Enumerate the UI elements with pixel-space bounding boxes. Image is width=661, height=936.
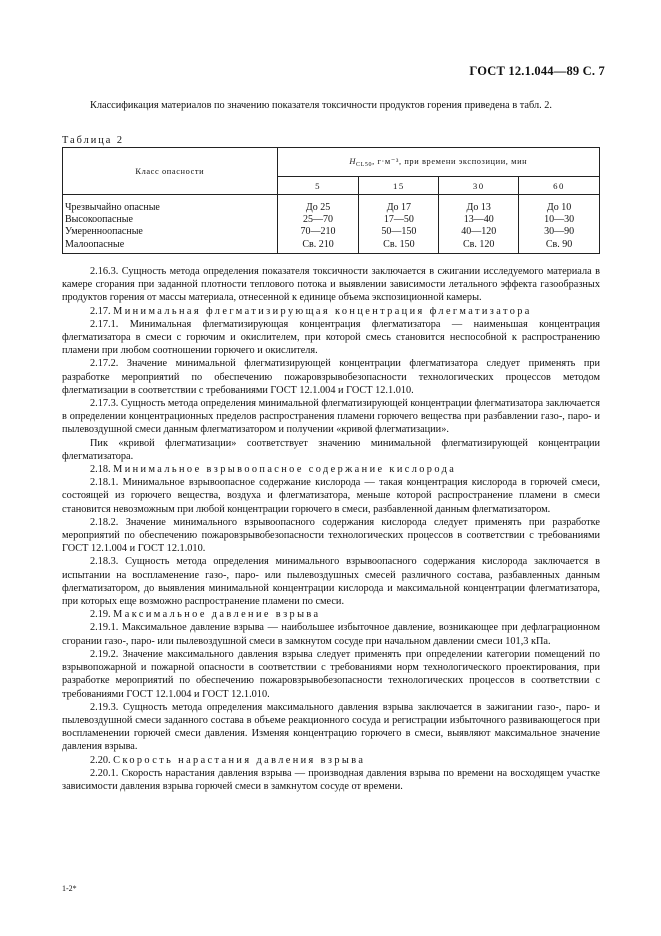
printer-signature: 1-2* [62, 884, 77, 893]
table-row [63, 239, 600, 254]
intro-paragraph: Классификация материалов по значению показателя токсичности продуктов горения приведена в табл. 2. [90, 100, 552, 111]
section-heading-2-17 [62, 305, 600, 318]
paragraph-2-19-2: 2.19.2. Значение максимального давления взрыва следует применять при определении категории помещений по взрывопожарной и пожарной опасности в соответствии с требованиями норм технологического проектирования, при разработке мероприятий по обеспечению пожаровзрывобезопасности технологических процессов в соответствии с требованиями ГОСТ 12.1.004 и ГОСТ 12.1.010. [62, 648, 600, 700]
table-header-exposure-30: 30 [439, 177, 519, 195]
toxicity-class-table [62, 147, 600, 254]
row-label: Высокоопасные [63, 214, 278, 226]
row-label: Умеренноопасные [63, 226, 278, 238]
paragraph-2-17-1: 2.17.1. Минимальная флегматизирующая концентрация флегматизатора — наименьшая концентрация флегматизатора в смеси с горючим и окислителем, при которой смесь становится неспособной к распространению пламени при любом соотношении горючего и окислителя. [62, 318, 600, 357]
table-header-exposure-60: 60 [519, 177, 600, 195]
table-header-exposure-group [277, 148, 599, 177]
paragraph-2-18-1: 2.18.1. Минимальное взрывоопасное содержание кислорода — такая концентрация кислорода в горючей смеси, состоящей из горючего вещества, воздуха и флегматизатора, меньше которой распространение пламени в смеси становится невозможным при любой концентрации горючего в смеси, разбавленной данным флегматизатором. [62, 477, 600, 515]
paragraph-2-19-1: 2.19.1. Максимальное давление взрыва — наибольшее избыточное давление, возникающее при дефлаграционном сгорании газо-, паро- или пылевоздушной смеси в замкнутом сосуде при начальном давлении смеси 101,3 кПа. [62, 622, 600, 647]
section-heading-2-20 [62, 754, 600, 767]
table-cell: Св. 150 [359, 239, 439, 254]
table-cell: 50—150 [359, 226, 439, 238]
table-header-class: Класс опасности [63, 148, 278, 195]
table-row [63, 195, 600, 215]
table-cell: 30—90 [519, 226, 600, 238]
paragraph-2-17-2: 2.17.2. Значение минимальной флегматизирующей концентрации флегматизатора следует применять при разработке мероприятий по обеспечению пожаровзрывобезопасности технологических процессов методом флегматизации в соответствии с требованиями ГОСТ 12.1.004 и ГОСТ 12.1.010. [62, 358, 600, 396]
h-subscript: CL50 [356, 162, 373, 168]
section-heading-2-18 [62, 463, 600, 476]
paragraph-2-20-1: 2.20.1. Скорость нарастания давления взрыва — производная давления взрыва по времени на восходящем участке зависимости давления взрыва горючей смеси в замкнутом сосуде от времени. [62, 767, 600, 792]
main-text [62, 265, 600, 793]
paragraph-2-17-3: 2.17.3. Сущность метода определения минимальной флегматизирующей концентрации флегматизатора заключается в определении концентрационных пределов распространения пламени горючего вещества при разбавлении газо-, паро- и пылевоздушной смеси данным флегматизатором и получении «кривой флегматизации». [62, 398, 600, 436]
table-cell: 17—50 [359, 214, 439, 226]
paragraph-2-18-3: 2.18.3. Сущность метода определения минимального взрывоопасного содержания кислорода заключается в испытании на воспламенение газо-, паро- или пылевоздушных смесей различного состава, разбавленных данным флегматизатором, до выявления минимальной концентрации кислорода и максимальной концентрации флегматизатора, при которых еще возможно распространение пламени по смеси. [62, 556, 600, 608]
table-cell: До 25 [277, 195, 359, 215]
paragraph-2-18-2: 2.18.2. Значение минимального взрывоопасного содержания кислорода следует применять при разработке мероприятий по обеспечению пожаровзрывобезопасности технологических процессов в соответствии с требованиями ГОСТ 12.1.004 и ГОСТ 12.1.010. [62, 516, 600, 555]
table-caption: Таблица 2 [62, 135, 125, 146]
table-cell: Св. 120 [439, 239, 519, 254]
section-number: 2.18. [90, 464, 111, 476]
table-cell: Св. 90 [519, 239, 600, 254]
table-cell: 40—120 [439, 226, 519, 238]
table-row [63, 226, 600, 238]
section-number: 2.17. [90, 305, 111, 317]
section-heading-2-19 [62, 608, 600, 621]
table-header-exposure-5: 5 [277, 177, 359, 195]
section-title: Минимальное взрывоопасное содержание кислорода [113, 464, 457, 476]
table-cell: 10—30 [519, 214, 600, 226]
h-symbol: H [349, 157, 357, 166]
paragraph-2-16-3: 2.16.3. Сущность метода определения показателя токсичности заключается в сжигании исследуемого материала в камере сгорания при заданной плотности теплового потока и выявлении зависимости летального эффекта газообразных продуктов горения от массы материала, отнесенной к единице объема экспозиционной камеры. [62, 266, 600, 304]
row-label: Чрезвычайно опасные [63, 195, 278, 215]
paragraph-2-19-3: 2.19.3. Сущность метода определения максимального давления взрыва заключается в зажигании газо-, паро- и пылевоздушной смеси заданного состава в объеме реакционного сосуда и регистрации избыточного развивающегося при воспламенении горючей смеси давления. Изменяя концентрацию горючего в смеси, выявляют максимальное значение давления взрыва. [62, 701, 600, 753]
table-row [63, 214, 600, 226]
section-number: 2.20. [90, 754, 111, 766]
paragraph-pik: Пик «кривой флегматизации» соответствует значению минимальной флегматизирующей концентрации флегматизатора. [62, 437, 600, 462]
section-title: Максимальное давление взрыва [113, 609, 321, 621]
section-title: Минимальная флегматизирующая концентрация флегматизатора [113, 305, 532, 317]
table-cell: До 13 [439, 195, 519, 215]
section-title: Скорость нарастания давления взрыва [113, 754, 366, 766]
intro-block [62, 99, 600, 112]
running-header: ГОСТ 12.1.044—89 С. 7 [469, 64, 605, 78]
section-number: 2.19. [90, 609, 111, 621]
table-cell: До 10 [519, 195, 600, 215]
table-cell: 70—210 [277, 226, 359, 238]
table-cell: Св. 210 [277, 239, 359, 254]
h-rest: , г·м⁻³, при времени экспозиции, мин [372, 157, 528, 166]
table-header-exposure-15: 15 [359, 177, 439, 195]
table-cell: До 17 [359, 195, 439, 215]
table-cell: 13—40 [439, 214, 519, 226]
row-label: Малоопасные [63, 239, 278, 254]
table-cell: 25—70 [277, 214, 359, 226]
